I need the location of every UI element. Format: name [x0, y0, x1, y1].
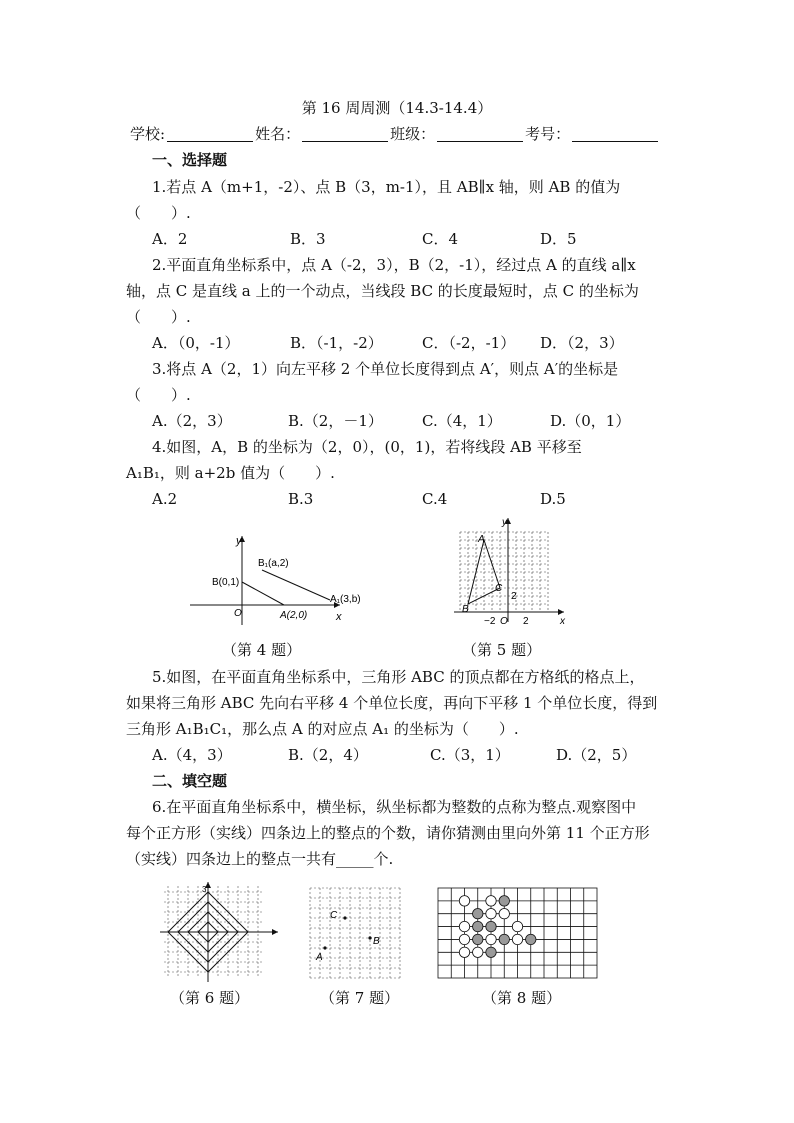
q3-option-c[interactable]: C.（4，1） [422, 412, 502, 430]
q3-line2: （ ）. [126, 386, 191, 404]
fig8-white-stone [459, 947, 469, 957]
q5-option-c[interactable]: C.（3，1） [430, 746, 510, 764]
q1-line2: （ ）. [126, 204, 191, 222]
fig8-gray-stone [473, 934, 483, 944]
q2-line2: 轴，点 C 是直线 a 上的一个动点，当线段 BC 的长度最短时，点 C 的坐标为 [126, 282, 639, 300]
q6-line3: （实线）四条边上的整点一共有_____个. [126, 850, 394, 868]
fig8-gray-stone [473, 909, 483, 919]
fig4-segment-a1b1 [262, 570, 330, 600]
exam-no-blank[interactable] [572, 125, 658, 142]
q1-option-a[interactable]: A．2 [152, 230, 188, 248]
page-title: 第 16 周周测（14.3-14.4） [301, 99, 493, 117]
q5-line3: 三角形 A₁B₁C₁，那么点 A 的对应点 A₁ 的坐标为（ ）. [126, 720, 519, 738]
q4-option-c[interactable]: C.4 [422, 490, 448, 508]
q6-line2: 每个正方形（实线）四条边上的整点的个数，请你猜测由里向外第 11 个正方形 [126, 824, 650, 842]
fig8-white-stone [512, 934, 522, 944]
school-label: 学校: [130, 125, 166, 143]
q5-option-d[interactable]: D.（2，5） [556, 746, 637, 764]
caption-q7: （第 7 题） [320, 989, 400, 1007]
fig8-white-stone [459, 921, 469, 931]
q2-line1: 2.平面直角坐标系中，点 A（-2，3），B（2，-1），经过点 A 的直线 a∥x [152, 256, 636, 274]
q4-option-a[interactable]: A.2 [152, 490, 178, 508]
fig5-origin-label: O [500, 616, 508, 627]
fig8-gray-stone [486, 947, 496, 957]
fig4-segment-ab [242, 582, 284, 605]
fig4-b1-label: B₁(a,2) [258, 558, 289, 569]
figure-8 [438, 888, 598, 980]
q2-line3: （ ）. [126, 308, 191, 326]
class-label: 班级： [390, 125, 436, 143]
figure-5 [450, 514, 570, 626]
caption-q8: （第 8 题） [482, 989, 562, 1007]
fig6-label-3: 3 [202, 885, 207, 894]
figure-4 [190, 530, 361, 630]
school-blank[interactable] [167, 125, 253, 142]
student-info-line [130, 124, 660, 144]
figure-6 [160, 880, 284, 984]
q2-option-b[interactable]: B．（-1，-2） [290, 334, 383, 352]
q2-option-a[interactable]: A．（0，-1） [152, 334, 240, 352]
fig8-gray-stone [486, 921, 496, 931]
class-blank[interactable] [437, 125, 523, 142]
q3-option-b[interactable]: B.（2，－1） [288, 412, 383, 430]
fig5-tick-2y: 2 [511, 591, 517, 602]
q4-line2: A₁B₁，则 a+2b 值为（ ）. [126, 464, 335, 482]
fig7-point-b [368, 936, 371, 939]
name-label: 姓名： [255, 125, 301, 143]
fig4-a-label: A(2,0) [280, 610, 308, 621]
exam-no-label: 考号： [525, 125, 571, 143]
fig5-tick-2x: 2 [523, 616, 529, 627]
fig8-white-stone [486, 896, 496, 906]
fig5-y-label: y [502, 517, 507, 528]
q2-option-d[interactable]: D．（2，3） [540, 334, 624, 352]
q4-option-d[interactable]: D.5 [540, 490, 566, 508]
fig5-x-arrow-icon [558, 609, 564, 615]
caption-q5: （第 5 题） [462, 641, 542, 659]
q3-option-d[interactable]: D.（0，1） [550, 412, 631, 430]
q2-option-c[interactable]: C．（-2，-1） [422, 334, 516, 352]
fig5-x-label: x [560, 616, 565, 627]
fig5-a-label: A [478, 534, 485, 545]
fig8-white-stone [459, 896, 469, 906]
fig7-point-c [343, 916, 346, 919]
name-blank[interactable] [302, 125, 388, 142]
caption-q6: （第 6 题） [170, 989, 250, 1007]
fig8-gray-stone [499, 934, 509, 944]
fig6-x-arrow-icon [272, 929, 278, 935]
q1-option-b[interactable]: B．3 [290, 230, 326, 248]
q5-line1: 5.如图，在平面直角坐标系中，三角形 ABC 的顶点都在方格纸的格点上， [152, 668, 645, 686]
fig7-point-a [323, 946, 326, 949]
figure-7 [308, 886, 408, 980]
q4-line1: 4.如图，A，B 的坐标为（2，0），(0，1)，若将线段 AB 平移至 [152, 438, 582, 456]
q1-option-d[interactable]: D．5 [540, 230, 577, 248]
fig8-white-stone [499, 909, 509, 919]
q6-line1: 6.在平面直角坐标系中，横坐标，纵坐标都为整数的点称为整点.观察图中 [152, 798, 637, 816]
q3-option-a[interactable]: A.（2，3） [152, 412, 232, 430]
fig8-white-stone [512, 921, 522, 931]
fig5-b-label: B [462, 604, 469, 615]
section-choice-heading: 一、选择题 [152, 151, 228, 169]
q5-option-a[interactable]: A.（4，3） [152, 746, 232, 764]
caption-q4: （第 4 题） [222, 641, 302, 659]
q1-option-c[interactable]: C．4 [422, 230, 459, 248]
fig7-c-label: C [330, 910, 338, 921]
fig5-grid [460, 532, 548, 612]
fig8-gray-stone [526, 934, 536, 944]
fig4-a1-label: A₁(3,b) [330, 594, 361, 605]
fig8-white-stone [473, 947, 483, 957]
fig5-c-label: C [495, 583, 503, 594]
fig7-b-label: B [373, 936, 380, 947]
fig4-x-label: x [336, 611, 342, 623]
fig8-gray-stone [473, 921, 483, 931]
q1-line1: 1.若点 A（m+1，-2）、点 B（3，m-1），且 AB∥x 轴，则 AB 的值为 [152, 178, 621, 196]
fig7-a-label: A [316, 952, 323, 963]
q3-line1: 3.将点 A（2，1）向左平移 2 个单位长度得到点 A′，则点 A′的坐标是 [152, 360, 619, 378]
fig7-grid [310, 888, 400, 978]
fig4-b-label: B(0,1) [212, 577, 240, 588]
fig4-y-label: y [236, 535, 242, 547]
q5-option-b[interactable]: B.（2，4） [288, 746, 368, 764]
fig5-tick-neg2: −2 [484, 616, 496, 627]
fig8-white-stone [459, 934, 469, 944]
fig8-white-stone [486, 909, 496, 919]
fig8-white-stone [486, 934, 496, 944]
section-fill-heading: 二、填空题 [152, 772, 228, 790]
fig4-origin-label: O [234, 608, 242, 619]
fig8-gray-stone [499, 896, 509, 906]
q4-option-b[interactable]: B.3 [288, 490, 314, 508]
q5-line2: 如果将三角形 ABC 先向右平移 4 个单位长度，再向下平移 1 个单位长度，得到 [126, 694, 658, 712]
